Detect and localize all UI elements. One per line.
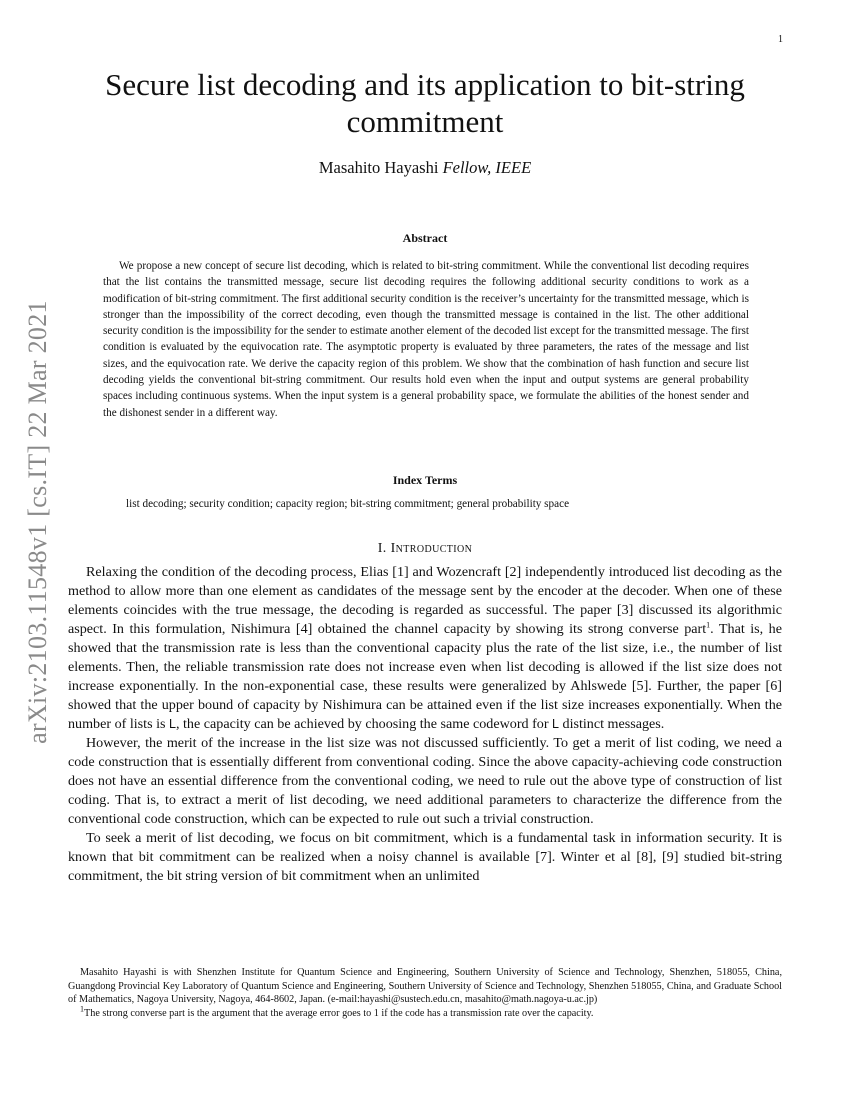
arxiv-stamp-text: arXiv:2103.11548v1 [cs.IT] 22 Mar 2021 — [23, 300, 52, 744]
index-terms-heading: Index Terms — [392, 473, 458, 487]
body-paragraph-1-part-a: Relaxing the condition of the decoding process, Elias [1] and Wozencraft [2] independently introduced list decoding as the method to allow more than one element as candidates of the message sent by the encoder at the decoder. When one of these elements coincides with the true message, the decoding is regarded as successful. The paper [3] discussed its algorithmic aspect. In this formulation, Nishimura [4] obtained the channel capacity by showing its strong converse part — [68, 564, 782, 637]
section-heading — [60, 541, 790, 557]
arxiv-stamp — [18, 272, 58, 772]
abstract-text: We propose a new concept of secure list decoding, which is related to bit-string commitment. While the conventional list decoding requires that the list contains the transmitted message, secure list decoding requires the following additional security conditions to work as a modification of bit-string commitment. The first additional security condition is the receiver’s uncertainty for the transmitted message, which is stronger than the impossibility of the correct decoding, even though the transmitted message is contained in the list. The other additional security condition is the impossibility for the sender to estimate another element of the decoded list except for the transmitted message. The first condition is evaluated by the equivocation rate. The asymptotic property is evaluated by three parameters, the rates of the message and list sizes, and the equivocation rate. We derive the capacity region of this problem. We show that the combination of hash function and secure list decoding yields the conventional bit-string commitment. Our results hold even when the input and output systems are general probability spaces including continuous systems. When the input system is a general probability space, we formulate the abilities of the honest sender and the dishonest sender in a different way. — [103, 260, 749, 419]
footnotes — [68, 966, 782, 1020]
math-variable-l: L — [169, 717, 176, 731]
author-affiliation-title: Fellow, IEEE — [442, 158, 532, 177]
footnote-marker-1: 1 — [706, 620, 711, 630]
section-number: I. — [377, 541, 387, 556]
abstract-heading: Abstract — [402, 231, 448, 245]
footnote-1-mark: 1 — [80, 1004, 84, 1014]
math-variable-l: L — [552, 717, 559, 731]
body-text — [68, 563, 782, 886]
author-name: Masahito Hayashi — [318, 158, 439, 177]
body-paragraph-1-part-b: . That is, he showed that the transmission rate is less than the conventional capacity plus the rate of the list size, i.e., the number of list elements. Then, the reliable transmission rate does not increase even when list decoding is allowed if the list size does not increase exponentially. In the non-exponential case, these results were generalized by Ahlswede [5]. Further, the paper [6] showed that the upper bound of capacity by Nishimura can be attained even if the list size increases exponentially. When the number of lists is — [68, 621, 782, 732]
index-terms-text: list decoding; security condition; capacity region; bit-string commitment; general probability space — [126, 498, 570, 510]
body-paragraph-1 — [68, 563, 782, 734]
affiliation-footnote: Masahito Hayashi is with Shenzhen Institute for Quantum Science and Engineering, Southern University of Science and Technology, Shenzhen, 518055, China, Guangdong Provincial Key Laboratory of Quantum Science and Engineering, Southern University of Science and Technology, Shenzhen 518055, China, and Graduate School of Mathematics, Nagoya University, Nagoya, 464-8602, Japan. (e-mail:hayashi@sustech.edu.cn, masahito@math.nagoya-u.ac.jp) — [68, 967, 782, 1005]
footnote-1-text: The strong converse part is the argument that the average error goes to 1 if the code has a transmission rate over the capacity. — [84, 1007, 594, 1019]
body-paragraph-2: However, the merit of the increase in the list size was not discussed sufficiently. To get a merit of list coding, we need a code construction that is essentially different from conventional coding. Since the above capacity-achieving code construction does not have an essential difference from the conventional coding, we need to rule out the above type of construction of list coding. That is, to extract a merit of list decoding, we need additional parameters to characterize the difference from the conventional code construction, which can be expected to rule out such a trivial construction. — [68, 735, 782, 827]
footnote-1 — [68, 1004, 782, 1021]
section-title: Introduction — [390, 541, 473, 556]
author-line — [60, 158, 790, 178]
page-number: 1 — [778, 34, 783, 45]
body-paragraph-3: To seek a merit of list decoding, we focus on bit commitment, which is a fundamental task in information security. It is known that bit commitment can be realized when a noisy channel is available [7]. Winter et al [8], [9] studied bit-string commitment, the bit string version of bit commitment when an unlimited — [68, 830, 782, 884]
body-paragraph-1-part-c: , the capacity can be achieved by choosing the same codeword for — [175, 716, 553, 732]
body-paragraph-1-part-d: distinct messages. — [559, 716, 665, 732]
paper-title: Secure list decoding and its application to bit-string commitment — [105, 67, 745, 139]
